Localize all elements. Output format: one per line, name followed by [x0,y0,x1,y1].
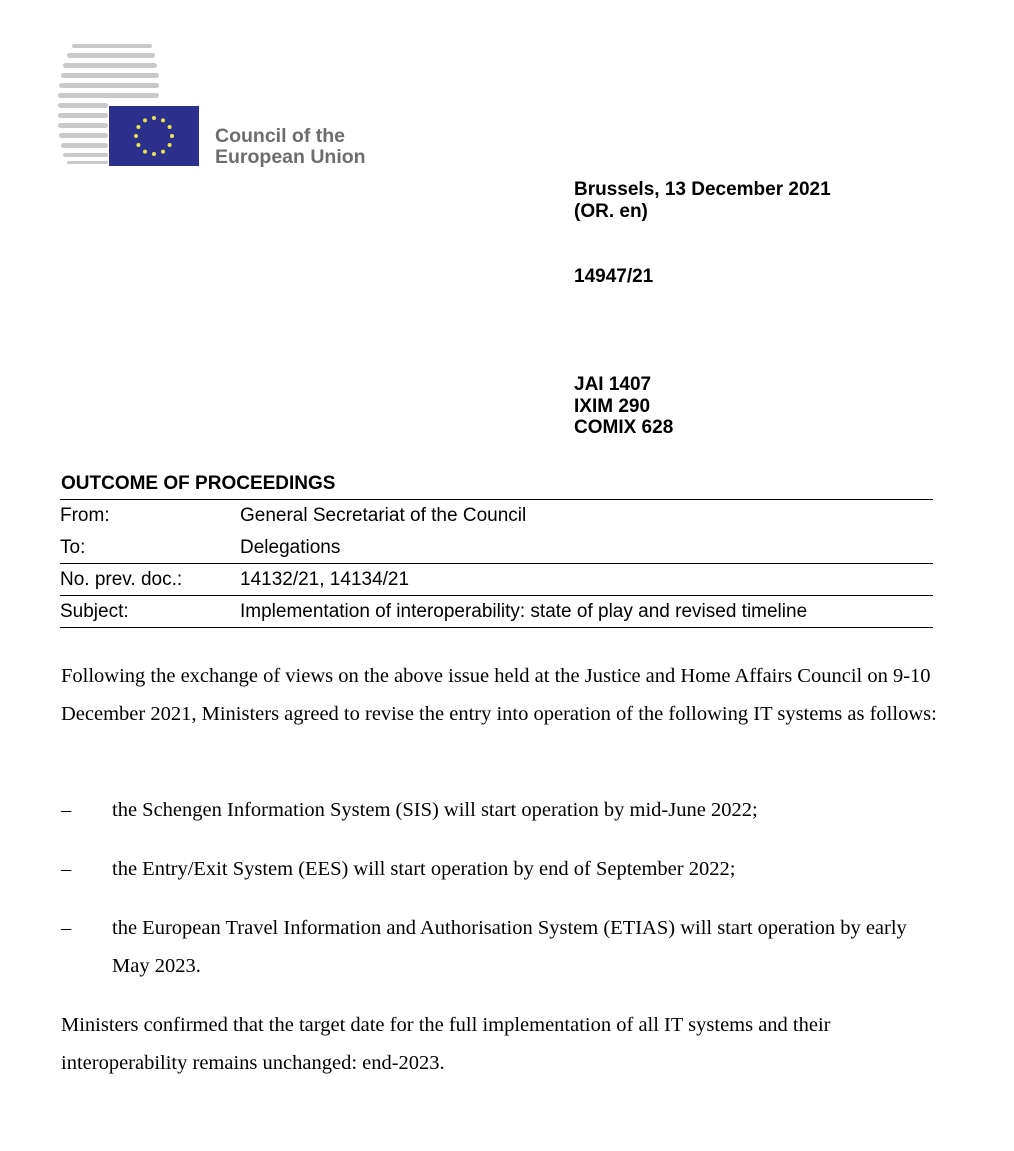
from-label: From: [60,505,110,526]
subject-value: Implementation of interoperability: state of play and revised timeline [240,601,808,622]
bullet-text: the Schengen Information System (SIS) will start operation by mid-June 2022; [112,799,758,821]
code-jai: JAI 1407 [574,374,652,395]
to-row [60,532,933,564]
prev-doc-value: 14132/21, 14134/21 [240,569,410,590]
eu-flag [109,106,199,166]
document-date-block [574,179,831,222]
from-value: General Secretariat of the Council [240,505,527,526]
from-row [60,500,933,532]
prev-doc-label: No. prev. doc.: [60,569,183,590]
code-comix: COMIX 628 [574,417,674,438]
council-logo [58,44,388,169]
council-emblem-icon [58,44,208,169]
outcome-heading: OUTCOME OF PROCEEDINGS [61,473,336,494]
intro-paragraph: Following the exchange of views on the above issue held at the Justice and Home Affairs Council on 9-10 December 2021, Ministers agreed to revise the entry into operation of the following IT systems as follows: [61,665,937,725]
bullet-marker: – [61,858,72,880]
place-date: Brussels, 13 December 2021 [574,179,831,200]
council-name [215,126,366,168]
header-table [60,499,933,628]
closing-paragraph: Ministers confirmed that the target date for the full implementation of all IT systems and their interoperability remains unchanged: end-2023. [61,1014,831,1074]
document-number: 14947/21 [574,266,654,287]
bullet-text: the European Travel Information and Authorisation System (ETIAS) will start operation by early May 2023. [112,917,907,977]
bullet-marker: – [61,799,72,821]
prev-doc-row [60,564,933,596]
code-ixim: IXIM 290 [574,395,651,417]
document-codes [574,374,673,439]
subject-label: Subject: [60,601,129,622]
bullet-marker: – [61,917,72,939]
original-language: (OR. en) [574,200,648,222]
council-name-line1: Council of the [215,125,345,147]
to-value: Delegations [240,537,341,558]
bullet-text: the Entry/Exit System (EES) will start operation by end of September 2022; [112,858,736,880]
subject-row [60,596,933,628]
council-name-line2: European Union [215,146,366,168]
to-label: To: [60,537,86,558]
